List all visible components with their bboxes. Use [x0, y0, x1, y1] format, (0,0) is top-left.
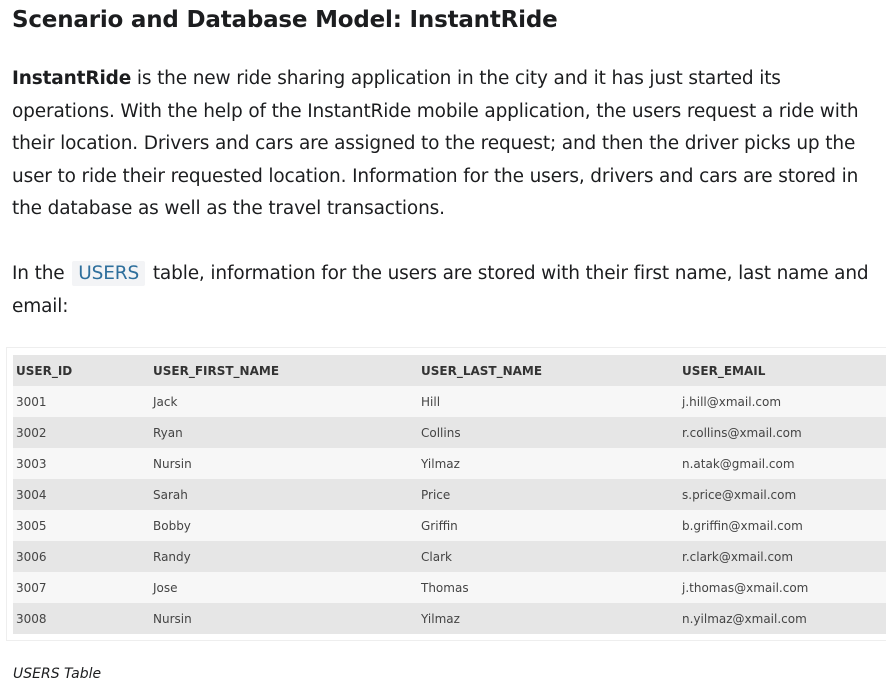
cell-email: n.yilmaz@xmail.com [682, 611, 807, 626]
cell-email: s.price@xmail.com [682, 487, 797, 502]
cell-email: b.griffin@xmail.com [682, 518, 803, 533]
cell-user-id: 3003 [16, 456, 47, 471]
cell-user-id: 3006 [16, 549, 47, 564]
intro-paragraph [12, 63, 880, 226]
table-row [13, 386, 886, 417]
cell-last-name: Yilmaz [421, 456, 460, 471]
users-para-before: In the [12, 263, 65, 284]
cell-last-name: Griffin [421, 518, 458, 533]
table-caption: USERS Table [13, 666, 102, 682]
cell-first-name: Nursin [153, 456, 192, 471]
cell-first-name: Nursin [153, 611, 192, 626]
cell-email: n.atak@gmail.com [682, 456, 795, 471]
cell-last-name: Price [421, 487, 451, 502]
page-title: Scenario and Database Model: InstantRide [12, 7, 558, 33]
cell-last-name: Clark [421, 549, 452, 564]
cell-last-name: Collins [421, 425, 461, 440]
column-header-user-id: USER_ID [16, 363, 73, 378]
table-row [13, 603, 886, 634]
cell-email: j.hill@xmail.com [682, 394, 782, 409]
table-row [13, 417, 886, 448]
cell-last-name: Thomas [421, 580, 469, 595]
intro-text: is the new ride sharing application in the city and it has just started its operations. With the help of the InstantRide mobile application, the users request a ride with their location. Drivers and cars are assigned to the request; and then the driver picks up the user to ride their requested location. Information for the users, drivers and cars are stored in the database as well as the travel transactions. [12, 68, 859, 220]
cell-user-id: 3001 [16, 394, 47, 409]
users-paragraph [12, 258, 880, 323]
cell-user-id: 3007 [16, 580, 47, 595]
cell-last-name: Hill [421, 394, 441, 409]
table-row [13, 448, 886, 479]
cell-first-name: Randy [153, 549, 191, 564]
users-para-after: table, information for the users are stored with their first name, last name and email: [12, 263, 869, 317]
cell-email: j.thomas@xmail.com [682, 580, 809, 595]
cell-user-id: 3005 [16, 518, 47, 533]
cell-user-id: 3004 [16, 487, 47, 502]
table-row [13, 479, 886, 510]
app-name: InstantRide [12, 68, 132, 89]
cell-user-id: 3002 [16, 425, 47, 440]
table-row [13, 541, 886, 572]
cell-first-name: Bobby [153, 518, 191, 533]
cell-first-name: Jose [153, 580, 178, 595]
table-row [13, 510, 886, 541]
column-header-email: USER_EMAIL [682, 363, 766, 378]
cell-email: r.collins@xmail.com [682, 425, 802, 440]
table-header-row [13, 355, 886, 386]
column-header-last-name: USER_LAST_NAME [421, 363, 543, 378]
users-table-container [6, 347, 886, 641]
users-table [13, 355, 886, 634]
cell-first-name: Sarah [153, 487, 188, 502]
cell-user-id: 3008 [16, 611, 47, 626]
column-header-first-name: USER_FIRST_NAME [153, 363, 280, 378]
cell-last-name: Yilmaz [421, 611, 460, 626]
cell-first-name: Jack [153, 394, 178, 409]
cell-first-name: Ryan [153, 425, 183, 440]
table-row [13, 572, 886, 603]
cell-email: r.clark@xmail.com [682, 549, 794, 564]
users-table-code: USERS [72, 261, 145, 286]
